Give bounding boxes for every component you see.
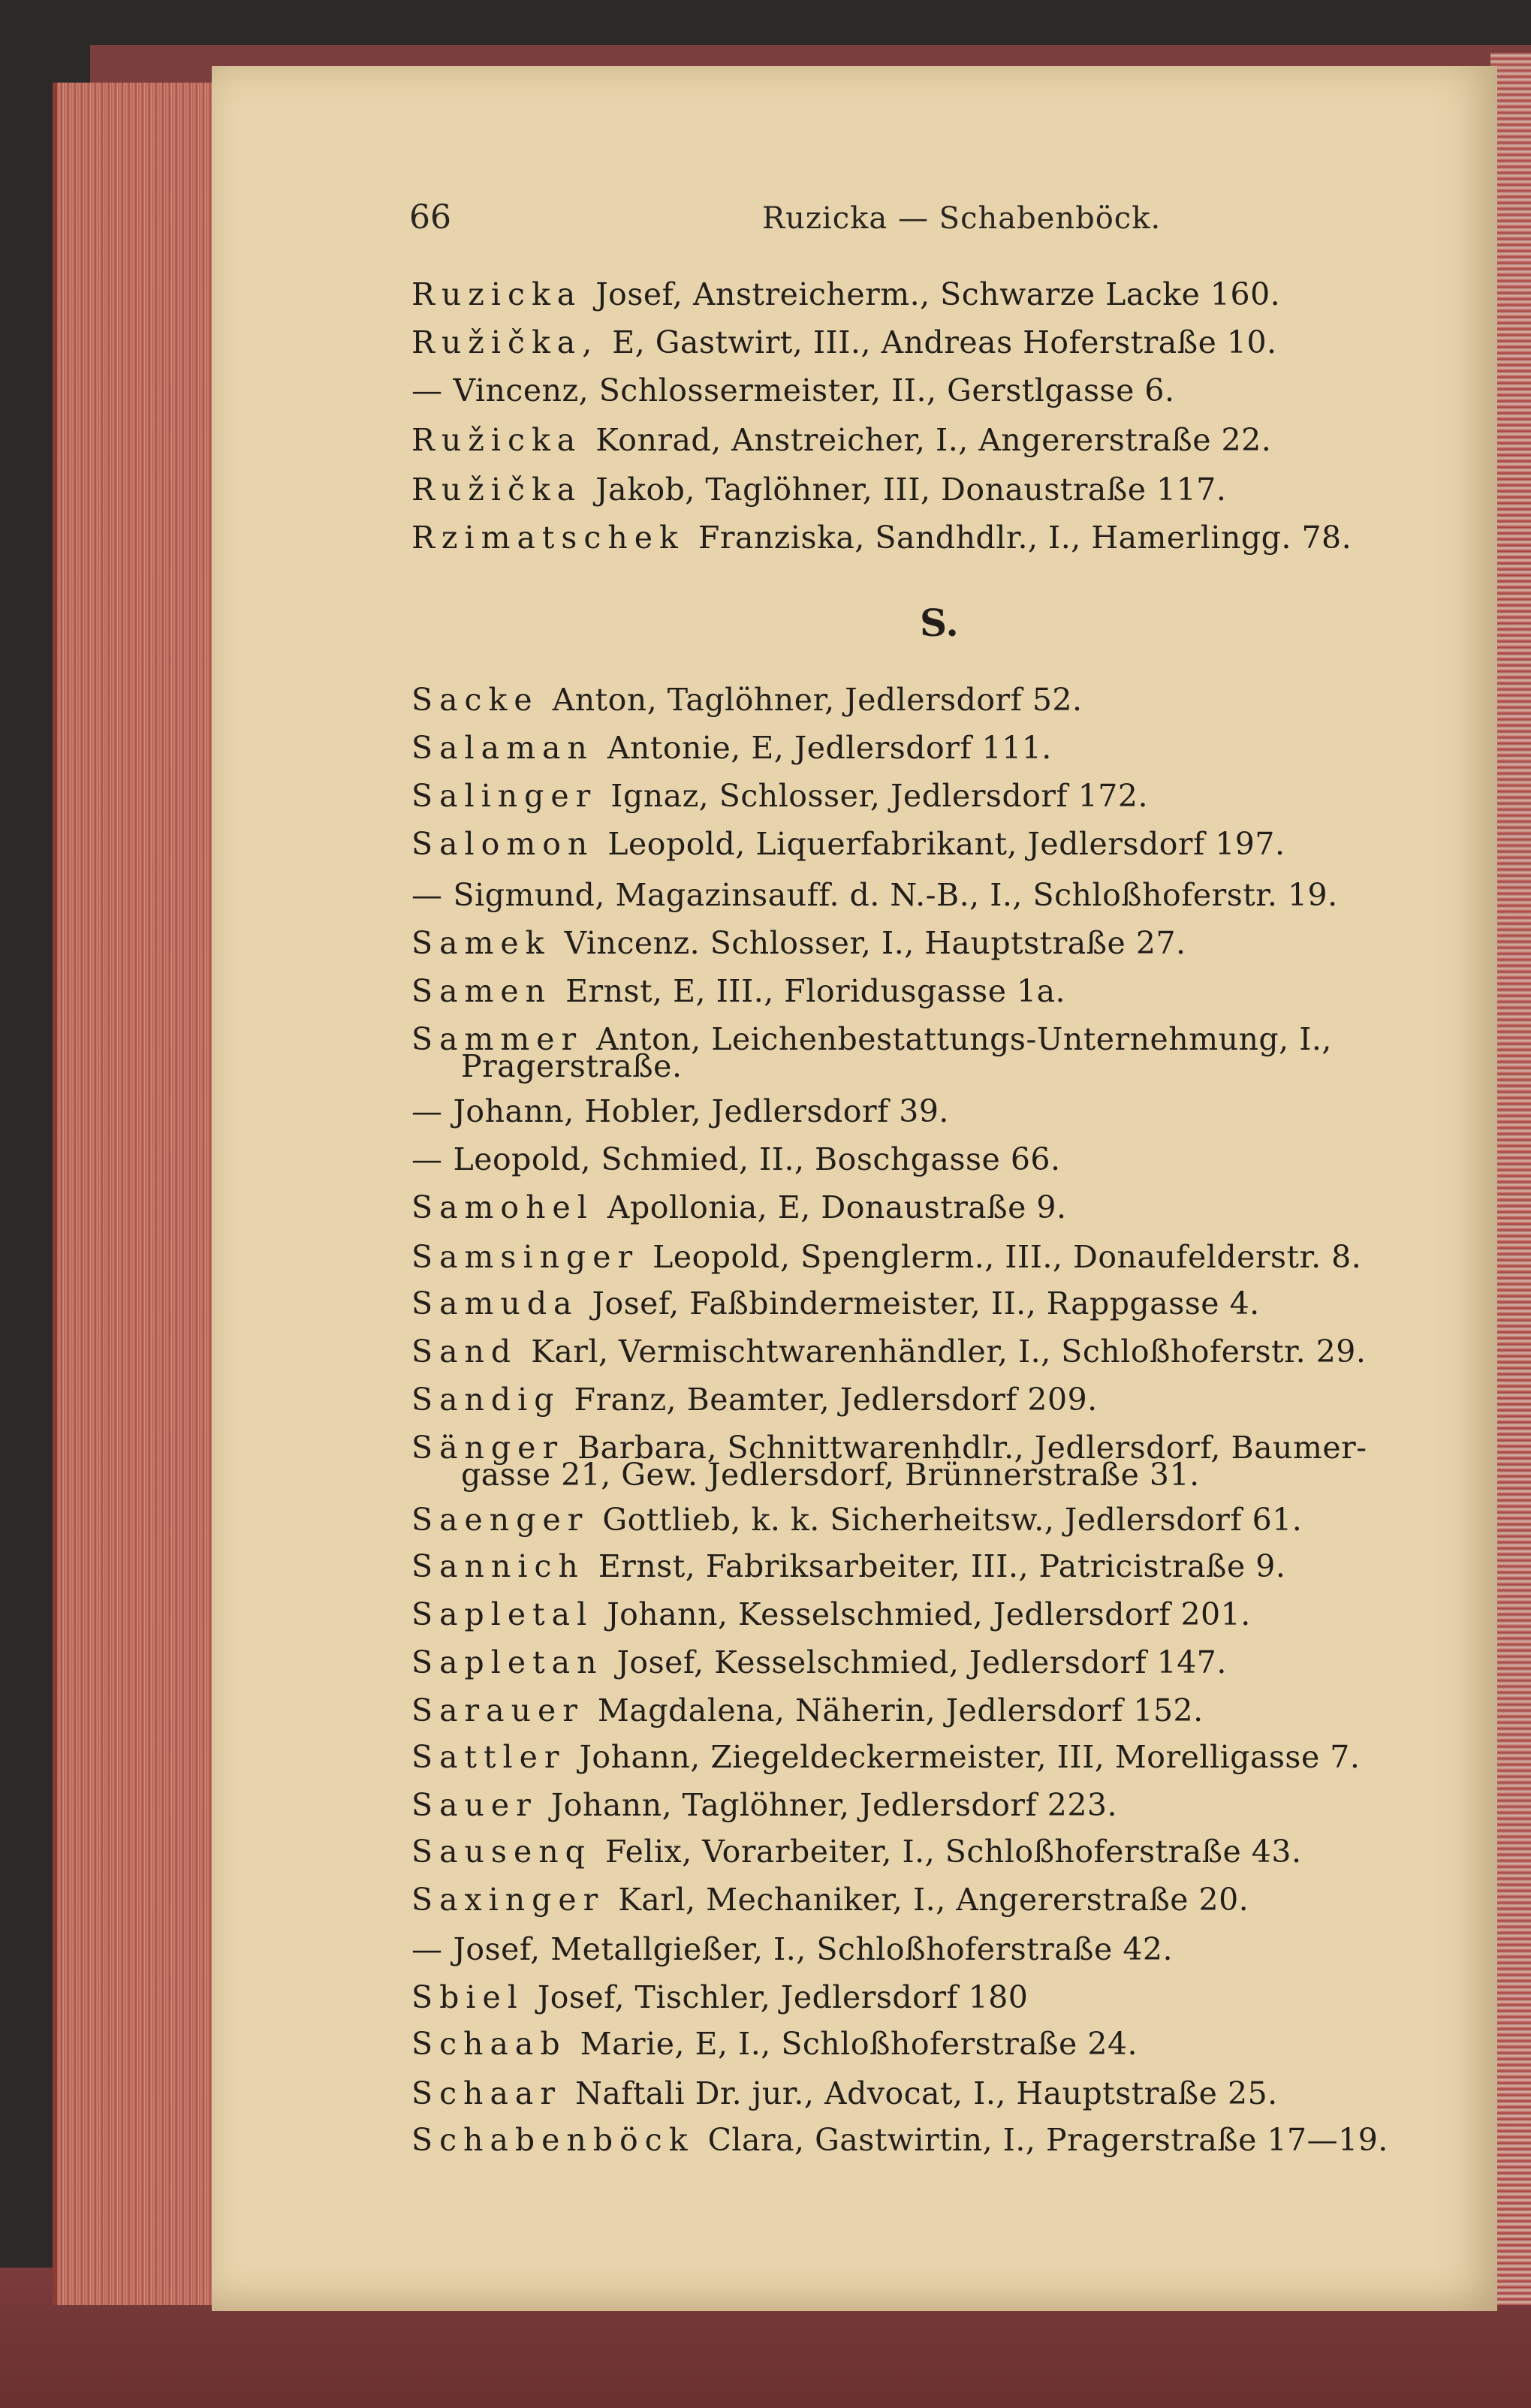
directory-entry bbox=[411, 1739, 1360, 1775]
entry-details: Leopold, Liquerfabrikant, Jedlersdorf 197. bbox=[607, 826, 1285, 862]
entry-surname: Sänger bbox=[411, 1430, 565, 1466]
entry-details: Leopold, Schmied, II., Boschgasse 66. bbox=[453, 1141, 1061, 1177]
entry-details: Josef, Kesselschmied, Jedlersdorf 147. bbox=[616, 1644, 1227, 1680]
directory-entry bbox=[411, 877, 1338, 913]
directory-entry bbox=[411, 1548, 1285, 1584]
entry-details: Sigmund, Magazinsauff. d. N.-B., I., Schloßhoferstr. 19. bbox=[453, 877, 1338, 913]
directory-entry bbox=[461, 1457, 1200, 1493]
entry-surname: Ružička bbox=[411, 472, 583, 508]
entry-surname: Schabenböck bbox=[411, 2122, 695, 2158]
entry-details: Vincenz. Schlosser, I., Hauptstraße 27. bbox=[564, 925, 1186, 961]
entry-details: Ignaz, Schlosser, Jedlersdorf 172. bbox=[610, 778, 1148, 814]
entry-surname: Sacke bbox=[411, 682, 539, 718]
entry-details: Johann, Ziegeldeckermeister, III, Morelligasse 7. bbox=[579, 1739, 1361, 1775]
directory-entry bbox=[411, 520, 1352, 556]
entry-surname: Sarauer bbox=[411, 1692, 584, 1728]
entry-surname: Sattler bbox=[411, 1739, 566, 1775]
directory-entry bbox=[411, 778, 1148, 814]
page-number: 66 bbox=[409, 198, 451, 237]
directory-entry bbox=[411, 1882, 1249, 1918]
entry-surname: Sand bbox=[411, 1334, 518, 1370]
directory-entry bbox=[411, 1979, 1028, 2015]
directory-entry bbox=[411, 1382, 1098, 1418]
directory-entry bbox=[411, 1141, 1061, 1177]
entry-surname: Ružicka bbox=[411, 422, 583, 458]
entry-details: Pragerstraße. bbox=[461, 1048, 683, 1084]
entry-surname: Samuda bbox=[411, 1285, 579, 1322]
repeat-dash: — bbox=[411, 1141, 443, 1177]
entry-surname: Saenger bbox=[411, 1502, 589, 1538]
entry-details: Marie, E, I., Schloßhoferstraße 24. bbox=[580, 2026, 1138, 2062]
entry-details: Gottlieb, k. k. Sicherheitsw., Jedlersdorf 61. bbox=[602, 1502, 1303, 1538]
directory-entry bbox=[411, 1239, 1361, 1275]
entry-surname: Sannich bbox=[411, 1548, 585, 1584]
directory-entry bbox=[461, 1048, 682, 1084]
entry-details: Ernst, E, III., Floridusgasse 1a. bbox=[565, 973, 1066, 1009]
entry-details: Antonie, E, Jedlersdorf 111. bbox=[607, 730, 1052, 766]
entry-details: Felix, Vorarbeiter, I., Schloßhoferstraße 43. bbox=[604, 1834, 1302, 1870]
repeat-dash: — bbox=[411, 877, 443, 913]
repeat-dash: — bbox=[411, 1931, 443, 1967]
entry-surname: Samen bbox=[411, 973, 553, 1009]
entry-surname: Rzimatschek bbox=[411, 520, 685, 556]
entry-details: Anton, Taglöhner, Jedlersdorf 52. bbox=[552, 682, 1083, 718]
directory-entry bbox=[411, 422, 1271, 458]
entry-surname: Samohel bbox=[411, 1189, 594, 1225]
entry-details: Leopold, Spenglerm., III., Donaufelderstr. 8. bbox=[652, 1239, 1362, 1275]
directory-entry bbox=[411, 826, 1285, 862]
directory-entry bbox=[411, 1834, 1302, 1870]
entry-details: Ernst, Fabriksarbeiter, III., Patricistraße 9. bbox=[598, 1548, 1286, 1584]
entry-details: Josef, Tischler, Jedlersdorf 180 bbox=[537, 1979, 1029, 2015]
entry-surname: Salinger bbox=[411, 778, 598, 814]
directory-entry bbox=[411, 276, 1280, 312]
directory-entry bbox=[411, 1644, 1227, 1680]
repeat-dash: — bbox=[411, 1093, 443, 1129]
running-head: Ruzicka — Schabenböck. bbox=[762, 201, 1162, 236]
entry-details: Josef, Anstreicherm., Schwarze Lacke 160. bbox=[595, 276, 1281, 312]
entry-details: Naftali Dr. jur., Advocat, I., Hauptstraße 25. bbox=[574, 2075, 1278, 2111]
entry-surname: Sausenq bbox=[411, 1834, 592, 1870]
entry-surname: Saxinger bbox=[411, 1882, 605, 1918]
directory-entry bbox=[411, 1596, 1251, 1632]
entry-surname: Ruzicka bbox=[411, 276, 583, 312]
entry-details: Josef, Faßbindermeister, II., Rappgasse 4. bbox=[592, 1285, 1260, 1322]
entry-details: E, Gastwirt, III., Andreas Hoferstraße 10. bbox=[612, 324, 1277, 360]
entry-surname: Sandig bbox=[411, 1382, 561, 1418]
entry-details: Josef, Metallgießer, I., Schloßhoferstraße 42. bbox=[453, 1931, 1174, 1967]
entry-surname: Schaar bbox=[411, 2075, 562, 2111]
entry-details: Vincenz, Schlossermeister, II., Gerstlgasse 6. bbox=[453, 372, 1175, 408]
entry-surname: Schaab bbox=[411, 2026, 567, 2062]
directory-entry bbox=[411, 2075, 1278, 2111]
entry-surname: Sauer bbox=[411, 1787, 538, 1823]
entry-details: Anton, Leichenbestattungs-Unternehmung, I., bbox=[596, 1021, 1332, 1057]
entry-surname: Samek bbox=[411, 925, 551, 961]
entry-details: Konrad, Anstreicher, I., Angererstraße 22. bbox=[595, 422, 1272, 458]
entry-details: Jakob, Taglöhner, III, Donaustraße 117. bbox=[595, 472, 1227, 508]
entry-details: Magdalena, Näherin, Jedlersdorf 152. bbox=[597, 1692, 1204, 1728]
entry-surname: Salomon bbox=[411, 826, 595, 862]
directory-entry bbox=[411, 925, 1186, 961]
entry-details: Clara, Gastwirtin, I., Pragerstraße 17—19. bbox=[707, 2122, 1388, 2158]
entry-details: Apollonia, E, Donaustraße 9. bbox=[607, 1189, 1067, 1225]
entry-details: Franziska, Sandhdlr., I., Hamerlingg. 78. bbox=[698, 520, 1352, 556]
entry-surname: Sammer bbox=[411, 1021, 583, 1057]
directory-entry bbox=[411, 2122, 1388, 2158]
entry-details: Barbara, Schnittwarenhdlr., Jedlersdorf, Baumer- bbox=[577, 1430, 1367, 1466]
directory-entry bbox=[411, 682, 1083, 718]
entry-details: Franz, Beamter, Jedlersdorf 209. bbox=[574, 1382, 1098, 1418]
directory-entry bbox=[411, 1093, 949, 1129]
entry-details: Johann, Kesselschmied, Jedlersdorf 201. bbox=[607, 1596, 1251, 1632]
entry-details: Johann, Taglöhner, Jedlersdorf 223. bbox=[550, 1787, 1118, 1823]
entry-surname: Sapletal bbox=[411, 1596, 594, 1632]
directory-entry bbox=[411, 1334, 1366, 1370]
directory-entry bbox=[411, 372, 1175, 408]
directory-entry bbox=[411, 472, 1226, 508]
directory-entry bbox=[411, 1692, 1204, 1728]
directory-entry bbox=[411, 324, 1277, 360]
directory-entry bbox=[411, 1931, 1173, 1967]
entry-surname: Ružička, bbox=[411, 324, 599, 360]
directory-entry bbox=[411, 1502, 1302, 1538]
entry-details: Karl, Vermischtwarenhändler, I., Schloßhoferstr. 29. bbox=[531, 1334, 1367, 1370]
entry-surname: Sapletan bbox=[411, 1644, 604, 1680]
directory-entry bbox=[411, 730, 1052, 766]
entry-details: gasse 21, Gew. Jedlersdorf, Brünnerstraße 31. bbox=[461, 1457, 1200, 1493]
directory-entry bbox=[411, 1285, 1260, 1322]
entry-details: Johann, Hobler, Jedlersdorf 39. bbox=[453, 1093, 949, 1129]
entry-surname: Salaman bbox=[411, 730, 594, 766]
entry-surname: Sbiel bbox=[411, 1979, 524, 2015]
directory-entry bbox=[411, 973, 1065, 1009]
repeat-dash: — bbox=[411, 372, 443, 408]
entry-details: Karl, Mechaniker, I., Angererstraße 20. bbox=[618, 1882, 1249, 1918]
section-heading: S. bbox=[920, 601, 959, 645]
directory-entry bbox=[411, 2026, 1138, 2062]
directory-entry bbox=[411, 1189, 1067, 1225]
directory-entry bbox=[411, 1787, 1117, 1823]
entry-surname: Samsinger bbox=[411, 1239, 640, 1275]
